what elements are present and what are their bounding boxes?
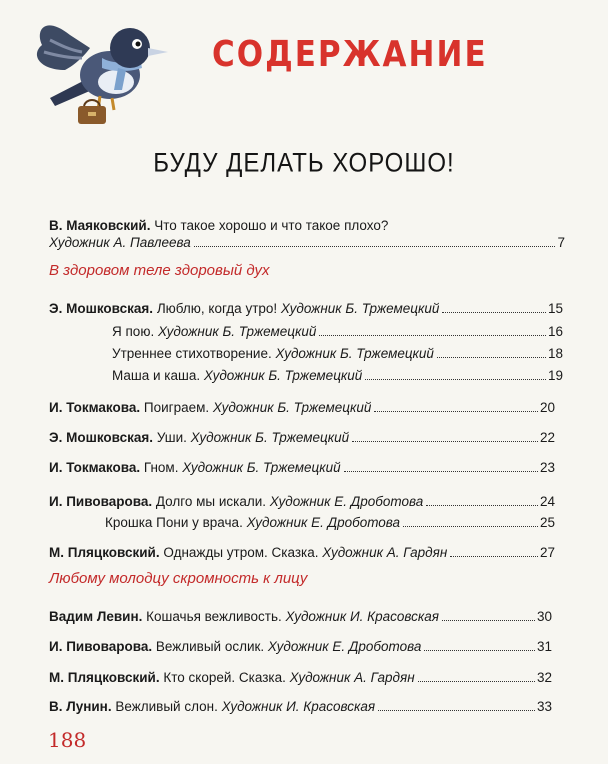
page-number: 188 [48, 728, 87, 752]
toc-page: 32 [536, 670, 552, 685]
toc-entry[interactable] [49, 430, 555, 445]
toc-title: Люблю, когда утро! [156, 301, 278, 316]
toc-author: Э. Мошковская. [49, 301, 154, 316]
toc-entry[interactable] [49, 301, 563, 316]
dot-leader [319, 334, 546, 336]
toc-illustrator: Художник И. Красовская [285, 609, 439, 624]
toc-page: 7 [557, 235, 565, 250]
toc-title: Однажды утром. Сказка. [163, 545, 319, 560]
toc-title: Вежливый слон. [115, 699, 218, 714]
toc-entry[interactable] [49, 494, 555, 509]
toc-title: Долго мы искали. [155, 494, 267, 509]
toc-title: Маша и каша. [112, 368, 201, 383]
toc-illustrator: Художник А. Гардян [289, 670, 415, 685]
toc-entry[interactable] [49, 670, 552, 685]
toc-page: 18 [547, 346, 563, 361]
toc-author: Э. Мошковская. [49, 430, 154, 445]
toc-author: М. Пляцковский. [49, 545, 160, 560]
toc-title: Что такое хорошо и что такое плохо? [154, 218, 389, 233]
toc-entry[interactable] [49, 400, 555, 415]
toc-illustrator: Художник Б. Тржемецкий [182, 460, 341, 475]
toc-entry[interactable] [49, 460, 555, 475]
toc-title: Вежливый ослик. [155, 639, 265, 654]
toc-title: Кошачья вежливость. [146, 609, 282, 624]
toc-illustrator: Художник Е. Дроботова [246, 515, 401, 530]
toc-title: Утреннее стихотворение. [112, 346, 272, 361]
toc-illustrator: Художник И. Красовская [221, 699, 376, 714]
toc-page: 24 [539, 494, 555, 509]
toc-page: 23 [539, 460, 555, 475]
toc-entry[interactable] [49, 639, 552, 654]
toc-page: 15 [547, 301, 563, 316]
toc-title: Я пою. [112, 324, 155, 339]
toc-illustrator: Художник Е. Дроботова [269, 494, 424, 509]
dot-leader [450, 555, 538, 557]
dot-leader [352, 440, 538, 442]
toc-illustrator: Художник Б. Тржемецкий [212, 400, 372, 415]
toc-title: Кто скорей. Сказка. [163, 670, 286, 685]
contents-heading: СОДЕРЖАНИЕ [212, 34, 488, 76]
toc-page: 31 [536, 639, 552, 654]
toc-title: Гном. [143, 460, 179, 475]
toc-author: В. Лунин. [49, 699, 112, 714]
toc-entry[interactable] [49, 699, 552, 714]
toc-entry[interactable] [112, 368, 563, 383]
dot-leader [374, 410, 538, 412]
toc-page: 20 [539, 400, 555, 415]
subsection-title: Любому молодцу скромность к лицу [49, 570, 308, 587]
dot-leader [418, 680, 535, 682]
toc-illustrator: Художник А. Павлеева [49, 235, 191, 250]
toc-entry[interactable] [49, 545, 555, 560]
toc-title: Поиграем. [143, 400, 210, 415]
dot-leader [365, 378, 546, 380]
toc-author: И. Пивоварова. [49, 494, 153, 509]
toc-entry[interactable] [112, 324, 563, 339]
dot-leader [403, 525, 538, 527]
toc-page: 16 [547, 324, 563, 339]
toc-page: 25 [539, 515, 555, 530]
dot-leader [426, 504, 538, 506]
toc-entry[interactable] [105, 515, 555, 530]
toc-entry-mayakovsky-line2[interactable] [49, 235, 565, 250]
toc-illustrator: Художник Б. Тржемецкий [275, 346, 434, 361]
dot-leader [437, 356, 546, 358]
toc-page: 30 [536, 609, 552, 624]
toc-entry[interactable] [112, 346, 563, 361]
dot-leader [194, 245, 556, 247]
toc-entry[interactable] [49, 609, 552, 624]
toc-title: Крошка Пони у врача. [105, 515, 243, 530]
toc-author: Вадим Левин. [49, 609, 143, 624]
toc-page: 22 [539, 430, 555, 445]
toc-page: 27 [539, 545, 555, 560]
toc-illustrator: Художник Б. Тржемецкий [157, 324, 317, 339]
toc-illustrator: Художник Б. Тржемецкий [280, 301, 440, 316]
dot-leader [442, 619, 535, 621]
dot-leader [424, 649, 535, 651]
dot-leader [344, 470, 538, 472]
toc-page: 33 [536, 699, 552, 714]
toc-illustrator: Художник А. Гардян [322, 545, 448, 560]
toc-author: М. Пляцковский. [49, 670, 160, 685]
toc-illustrator: Художник Б. Тржемецкий [203, 368, 363, 383]
toc-author: И. Токмакова. [49, 460, 141, 475]
toc-author: И. Токмакова. [49, 400, 141, 415]
toc-illustrator: Художник Б. Тржемецкий [190, 430, 350, 445]
toc-page: 19 [547, 368, 563, 383]
toc-author: В. Маяковский. [49, 218, 151, 233]
subsection-title: В здоровом теле здоровый дух [49, 262, 270, 279]
toc-entry-mayakovsky-line1 [49, 217, 388, 234]
dot-leader [442, 311, 546, 313]
toc-title: Уши. [156, 430, 187, 445]
section-title: БУДУ ДЕЛАТЬ ХОРОШО! [153, 148, 455, 179]
toc-illustrator: Художник Е. Дроботова [267, 639, 422, 654]
dot-leader [378, 709, 535, 711]
toc-author: И. Пивоварова. [49, 639, 153, 654]
